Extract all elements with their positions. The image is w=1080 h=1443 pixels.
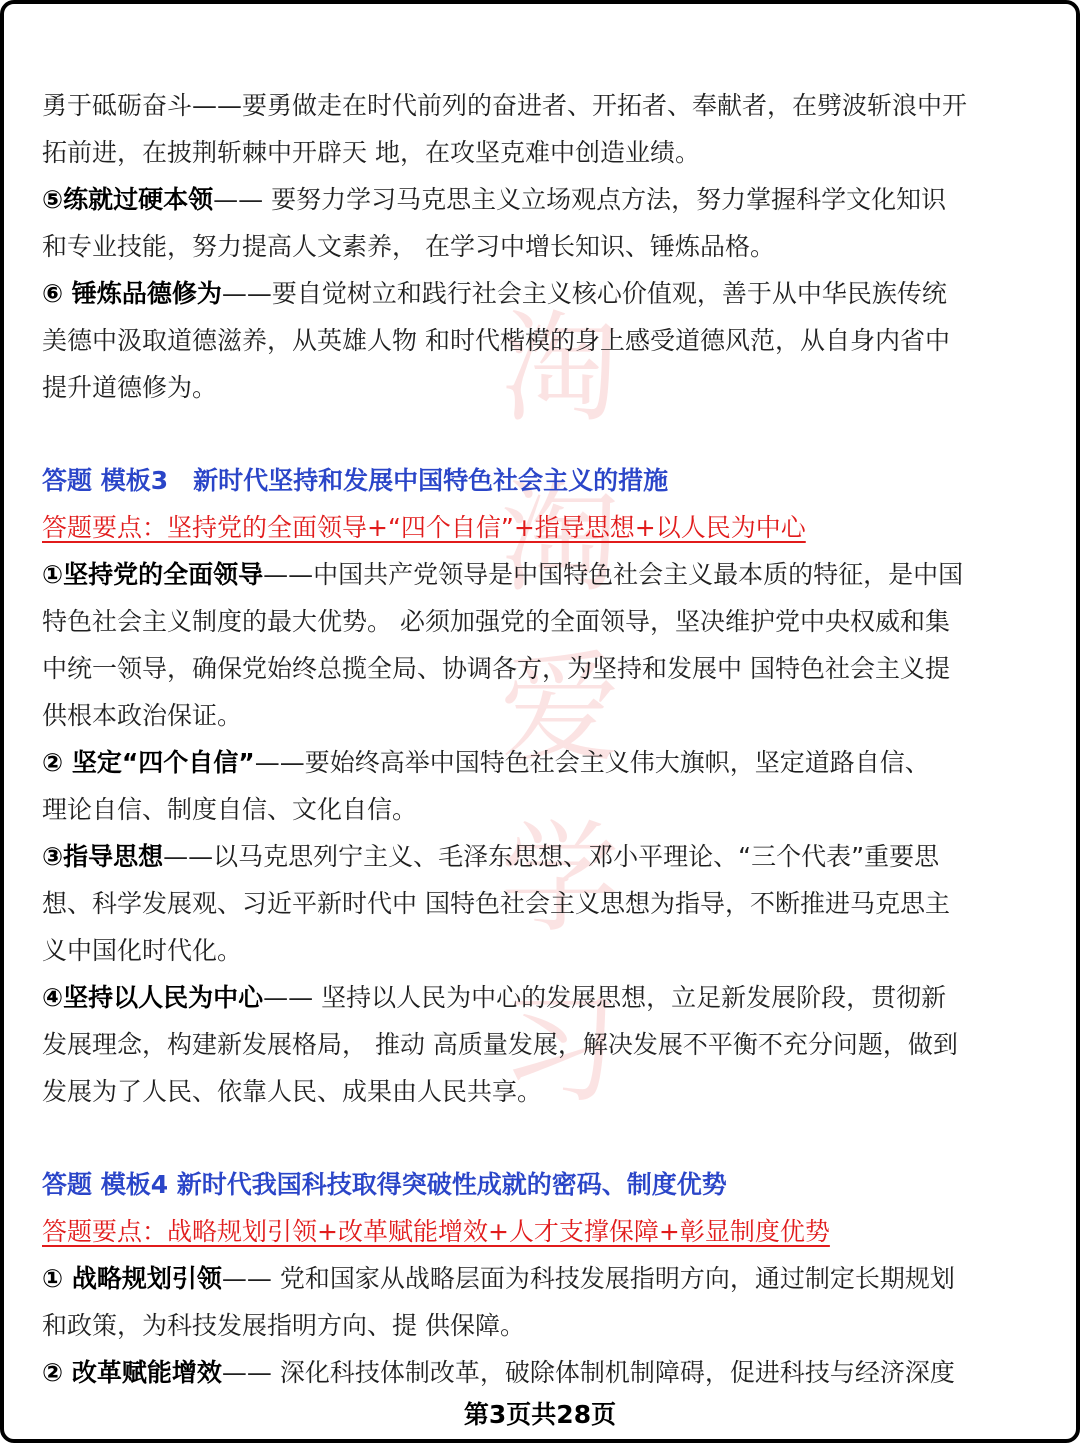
paragraph-line: 提升道德修为。	[42, 373, 218, 402]
item-lead: ② 坚定“四个自信”	[42, 748, 255, 777]
item-lead: ⑥ 锤炼品德修为	[42, 279, 222, 308]
item-lead: ② 改革赋能增效	[42, 1358, 222, 1387]
paragraph-line: 拓前进，在披荆斩棘中开辟天 地，在攻坚克难中创造业绩。	[42, 138, 700, 167]
item-text: —— 党和国家从战略层面为科技发展指明方向，通过制定长期规划	[221, 1264, 955, 1293]
item-text: —— 深化科技体制改革，破除体制机制障碍，促进科技与经济深度	[221, 1358, 955, 1387]
paragraph-line: 发展理念，构建新发展格局， 推动 高质量发展，解决发展不平衡不充分问题，做到	[42, 1030, 958, 1059]
page-number: 第3页共28页	[463, 1400, 617, 1429]
page-content	[42, 82, 1042, 1396]
list-item	[42, 176, 1042, 223]
item-text: —— 要努力学习马克思主义立场观点方法，努力掌握科学文化知识	[213, 185, 947, 214]
paragraph-line: 中统一领导，确保党始终总揽全局、协调各方，为坚持和发展中 国特色社会主义提	[42, 654, 950, 683]
item-lead: ①坚持党的全面领导	[42, 560, 264, 589]
item-text: ——要自觉树立和践行社会主义核心价值观，善于从中华民族传统	[221, 279, 947, 308]
key-points: 答题要点：坚持党的全面领导+“四个自信”+指导思想+以人民为中心	[42, 513, 806, 542]
item-lead: ① 战略规划引领	[42, 1264, 222, 1293]
paragraph-line: 和专业技能，努力提高人文素养， 在学习中增长知识、锤炼品格。	[42, 232, 775, 261]
paragraph-line: 供根本政治保证。	[42, 701, 243, 730]
list-item	[42, 974, 1042, 1021]
item-text: ——中国共产党领导是中国特色社会主义最本质的特征，是中国	[263, 560, 964, 589]
watermark-char: 习	[500, 980, 620, 1119]
watermark-char: 淘	[500, 470, 620, 609]
list-item	[42, 551, 1042, 598]
item-text: ——要始终高举中国特色社会主义伟大旗帜，坚定道路自信、	[254, 748, 930, 777]
watermark-char: 爱	[500, 640, 620, 779]
paragraph-line: 理论自信、制度自信、文化自信。	[42, 795, 418, 824]
item-text: —— 坚持以人民为中心的发展思想，立足新发展阶段，贯彻新	[263, 983, 947, 1012]
paragraph-line: 勇于砥砺奋斗——要勇做走在时代前列的奋进者、开拓者、奉献者，在劈波斩浪中开	[42, 91, 968, 120]
item-text: ——以马克思列宁主义、毛泽东思想、邓小平理论、“三个代表”重要思	[163, 842, 940, 871]
list-item	[42, 833, 1042, 880]
list-item	[42, 1349, 1042, 1396]
paragraph-line: 和政策，为科技发展指明方向、提 供保障。	[42, 1311, 525, 1340]
paragraph-line: 特色社会主义制度的最大优势。 必须加强党的全面领导，坚决维护党中央权威和集	[42, 607, 950, 636]
watermark-char: 淘	[500, 300, 620, 439]
list-item	[42, 270, 1042, 317]
section-heading: 答题 模板4 新时代我国科技取得突破性成就的密码、制度优势	[42, 1170, 727, 1199]
paragraph-line: 想、科学发展观、习近平新时代中 国特色社会主义思想为指导，不断推进马克思主	[42, 889, 950, 918]
item-lead: ⑤练就过硬本领	[42, 185, 214, 214]
paragraph-line: 发展为了人民、依靠人民、成果由人民共享。	[42, 1077, 543, 1106]
paragraph-line: 美德中汲取道德滋养，从英雄人物 和时代楷模的身上感受道德风范，从自身内省中	[42, 326, 950, 355]
watermark-char: 学	[500, 810, 620, 949]
section-heading: 答题 模板3 新时代坚持和发展中国特色社会主义的措施	[42, 466, 669, 495]
list-item	[42, 739, 1042, 786]
key-points: 答题要点：战略规划引领+改革赋能增效+人才支撑保障+彰显制度优势	[42, 1217, 830, 1246]
paragraph-line: 义中国化时代化。	[42, 936, 243, 965]
list-item	[42, 1255, 1042, 1302]
item-lead: ④坚持以人民为中心	[42, 983, 264, 1012]
item-lead: ③指导思想	[42, 842, 164, 871]
